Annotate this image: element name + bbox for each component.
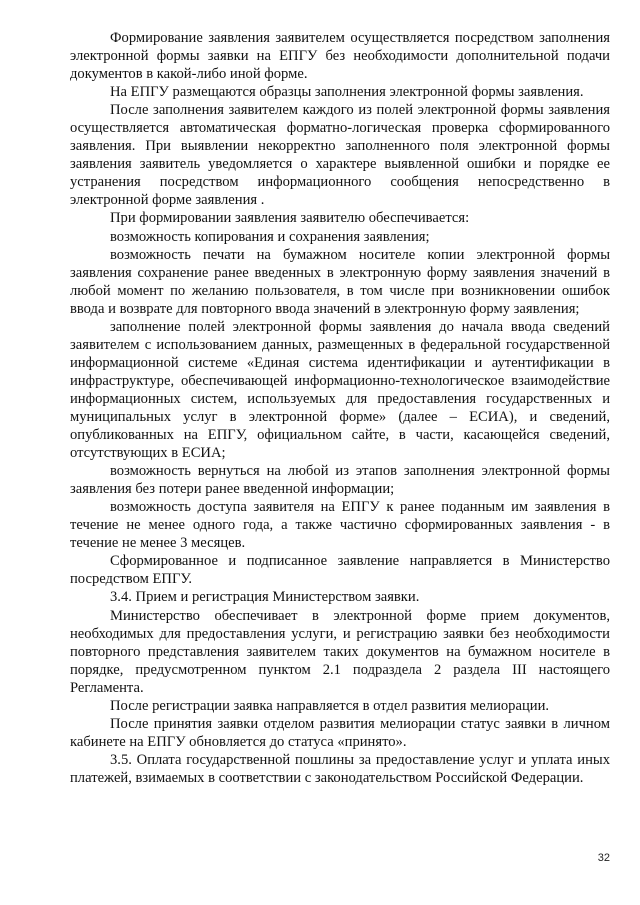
page-number: 32	[597, 852, 610, 864]
list-item-prefill-esia: заполнение полей электронной формы заявления до начала ввода сведений заявителем с использованием данных, размещенных в федеральной государственной информационной системе «Единая система идентификации и аутентификации в инфраструктуре, обеспечивающей информационно-технологическое взаимодействие информационных систем, используемых для предоставления государственных и муниципальных услуг в электронной форме» (далее – ЕСИА), и сведений, опубликованных на ЕПГУ, официальном сайте, в части, касающейся сведений, отсутствующих в ЕСИА;	[70, 318, 610, 462]
paragraph-provided-features: При формировании заявления заявителю обеспечивается:	[110, 210, 470, 227]
list-item-print: возможность печати на бумажном носителе копии электронной формы заявления сохранение ранее введенных в электронную форму заявления значений в любой момент по желанию пользователя, в том числе при возникновении ошибок ввода и возврате для повторного ввода значений в электронную форму заявления;	[70, 246, 610, 317]
section-heading-3-5: 3.5. Оплата государственной пошлины за предоставление услуг и уплата иных платежей, взимаемых в соответствии с законодательством Российской Федерации.	[70, 751, 610, 786]
list-item-copy-save: возможность копирования и сохранения заявления;	[110, 228, 430, 245]
paragraph-samples: На ЕПГУ размещаются образцы заполнения электронной формы заявления.	[110, 84, 584, 101]
paragraph-ministry-acceptance: Министерство обеспечивает в электронной форме прием документов, необходимых для предоставления услуги, и регистрацию заявки без необходимости повторного представления заявителем таких документов на бумажном носителе в порядке, предусмотренном пунктом 2.1 подраздела 2 раздела III настоящего Регламента.	[70, 607, 610, 696]
paragraph-status-update: После принятия заявки отделом развития мелиорации статус заявки в личном кабинете на ЕПГУ обновляется до статуса «принято».	[70, 715, 610, 750]
paragraph-validation: После заполнения заявителем каждого из полей электронной формы заявления осуществляется автоматическая форматно-логическая проверка сформированного заявления. При выявлении некорректно заполненного поля электронной формы заявления заявитель уведомляется о характере выявленной ошибки и порядке ее устранения посредством информационного сообщения непосредственно в электронной форме заявления .	[70, 102, 610, 209]
section-heading-3-4: 3.4. Прием и регистрация Министерством заявки.	[110, 589, 420, 606]
paragraph-formation: Формирование заявления заявителем осуществляется посредством заполнения электронной формы заявки на ЕПГУ без необходимости дополнительной подачи документов в какой-либо иной форме.	[70, 30, 610, 83]
list-item-return-to-step: возможность вернуться на любой из этапов заполнения электронной формы заявления без потери ранее введенной информации;	[70, 463, 610, 498]
paragraph-submission: Сформированное и подписанное заявление направляется в Министерство посредством ЕПГУ.	[70, 553, 610, 588]
paragraph-after-registration: После регистрации заявка направляется в отдел развития мелиорации.	[110, 697, 550, 714]
document-body	[70, 29, 610, 787]
list-item-access-history: возможность доступа заявителя на ЕПГУ к ранее поданным им заявления в течение не менее одного года, а также частично сформированных заявления - в течение не менее 3 месяцев.	[70, 499, 610, 552]
